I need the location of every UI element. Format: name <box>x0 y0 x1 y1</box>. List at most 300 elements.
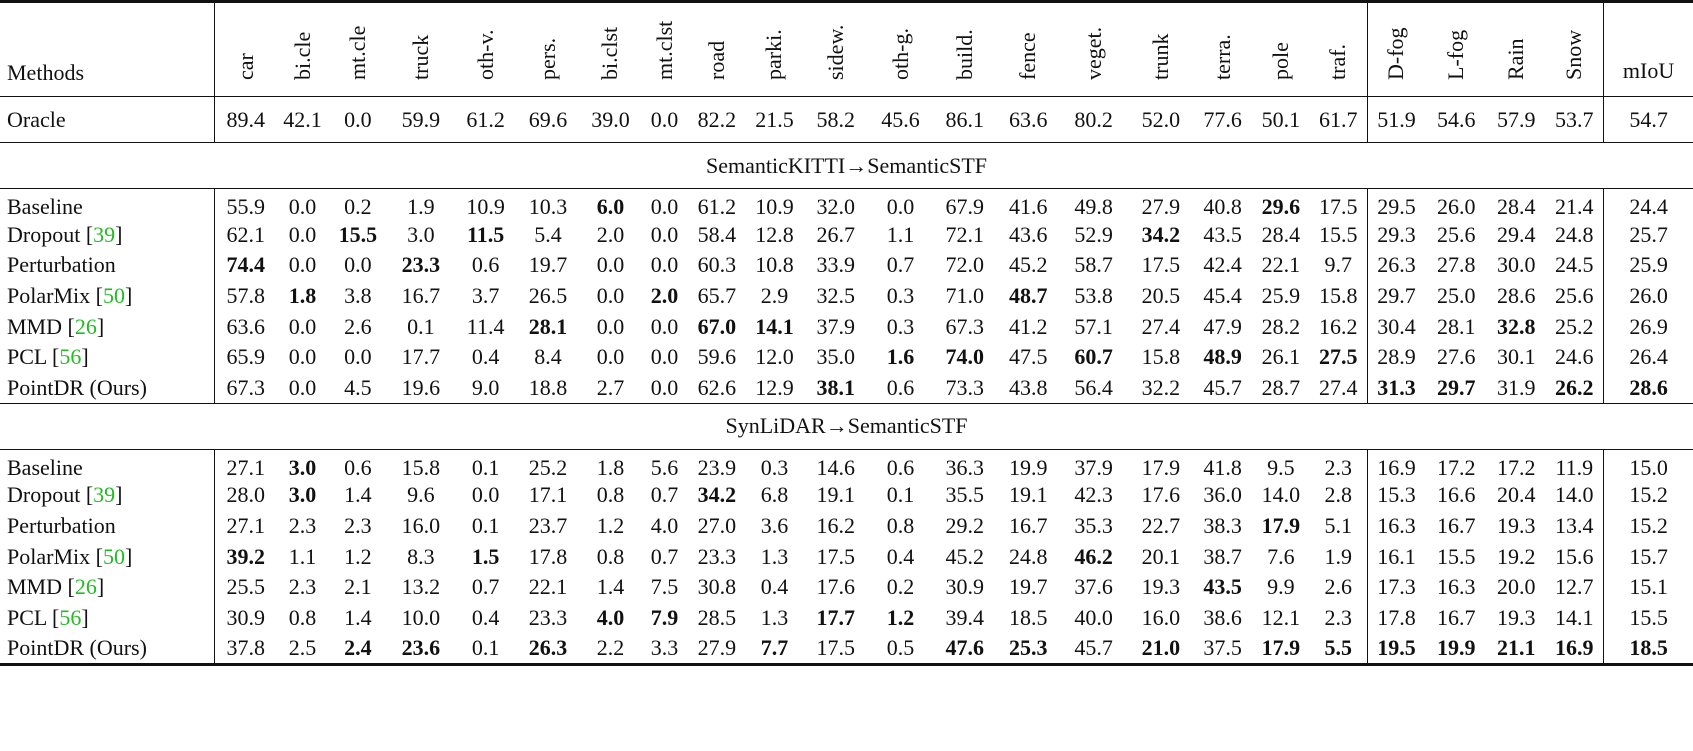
table-cell <box>1604 281 1693 312</box>
table-cell <box>1252 541 1310 572</box>
cell-value: 27.0 <box>697 513 737 539</box>
table-cell <box>388 603 455 634</box>
cell-value: 16.2 <box>816 513 855 539</box>
cell-value: 0.0 <box>288 194 317 220</box>
table-cell <box>277 281 328 312</box>
cell-value: 18.5 <box>1009 605 1048 631</box>
table-cell <box>1252 511 1310 542</box>
table-cell <box>328 311 387 342</box>
table-cell <box>802 281 869 312</box>
table-cell <box>1487 189 1545 220</box>
cell-value: 16.1 <box>1377 543 1416 569</box>
table-cell <box>388 189 455 220</box>
table-cell <box>328 572 387 603</box>
table-cell <box>277 449 328 480</box>
table-row <box>0 572 1693 603</box>
table-cell <box>1545 250 1603 281</box>
cell-value: 2.3 <box>1324 605 1353 631</box>
table-cell <box>1059 572 1128 603</box>
table-cell <box>932 250 997 281</box>
cell-value: 1.3 <box>760 605 789 631</box>
cell-value: 4.0 <box>650 513 679 539</box>
table-cell <box>997 633 1059 664</box>
cell-value: 2.5 <box>288 635 317 661</box>
table-cell <box>997 480 1059 511</box>
method-label: PolarMix <box>7 543 91 569</box>
table-cell <box>1367 541 1425 572</box>
table-cell <box>1545 373 1603 404</box>
table-cell <box>1252 342 1310 373</box>
cell-value: 28.6 <box>1497 282 1536 308</box>
table-cell <box>642 633 687 664</box>
cell-value: 45.7 <box>1074 635 1113 661</box>
column-header-road <box>687 2 746 97</box>
table-cell <box>1367 281 1425 312</box>
table-cell <box>1367 633 1425 664</box>
cell-value: 0.1 <box>471 513 500 539</box>
cell-value: 29.7 <box>1436 374 1476 400</box>
table-cell <box>214 281 277 312</box>
column-header-truck <box>388 2 455 97</box>
cell-value: 25.0 <box>1436 282 1476 308</box>
cell-value: 16.3 <box>1436 574 1476 600</box>
table-cell <box>747 572 803 603</box>
table-cell <box>517 189 579 220</box>
method-label: PolarMix <box>7 282 91 308</box>
cell-value: 43.6 <box>1009 221 1048 247</box>
table-cell <box>1487 572 1545 603</box>
column-header-bi-clst <box>579 2 642 97</box>
cell-value: 53.7 <box>1555 106 1594 132</box>
cell-value: 17.7 <box>816 605 855 631</box>
table-cell <box>869 511 932 542</box>
cell-value: 26.7 <box>816 221 855 247</box>
cell-value: 28.7 <box>1261 374 1301 400</box>
table-cell <box>328 511 387 542</box>
cell-value: 27.1 <box>226 513 265 539</box>
cell-value: 35.5 <box>945 482 984 508</box>
column-header-label: Rain <box>1503 38 1529 80</box>
cell-value: 17.1 <box>528 482 568 508</box>
cell-value: 15.5 <box>1629 605 1668 631</box>
cell-value: 0.0 <box>288 221 317 247</box>
table-cell <box>517 449 579 480</box>
cell-value: 71.0 <box>945 282 984 308</box>
cell-value: 1.5 <box>471 543 500 569</box>
column-header-pers <box>517 2 579 97</box>
cell-value: 29.5 <box>1377 194 1416 220</box>
table-cell <box>1128 281 1193 312</box>
cell-value: 39.0 <box>591 106 630 132</box>
cell-value: 3.8 <box>344 282 372 308</box>
cell-value: 27.4 <box>1319 374 1358 400</box>
table-cell <box>687 541 746 572</box>
cell-value: 1.1 <box>288 543 317 569</box>
table-cell <box>687 449 746 480</box>
table-cell <box>1545 541 1603 572</box>
cell-value: 19.9 <box>1436 635 1476 661</box>
table-cell <box>277 250 328 281</box>
table-cell <box>1487 219 1545 250</box>
cell-value: 31.9 <box>1497 374 1536 400</box>
table-cell <box>869 541 932 572</box>
table-cell <box>579 572 642 603</box>
table-cell <box>1128 311 1193 342</box>
table-cell <box>1194 541 1252 572</box>
table-cell <box>454 97 517 143</box>
cell-value: 74.0 <box>945 344 984 370</box>
cell-value: 16.0 <box>1141 605 1181 631</box>
table-cell <box>388 449 455 480</box>
table-cell <box>642 603 687 634</box>
table-cell <box>454 572 517 603</box>
cell-value: 24.5 <box>1555 252 1594 278</box>
citation-link[interactable]: 50 <box>102 543 125 569</box>
table-cell <box>1128 511 1193 542</box>
method-name: PCL [56] <box>0 603 214 634</box>
table-cell <box>277 311 328 342</box>
cell-value: 0.8 <box>596 482 625 508</box>
table-cell <box>997 342 1059 373</box>
table-cell <box>454 633 517 664</box>
column-header-label: L-fog <box>1443 29 1469 80</box>
cell-value: 2.3 <box>288 513 317 539</box>
cell-value: 32.2 <box>1141 374 1181 400</box>
table-cell <box>642 541 687 572</box>
method-label: MMD <box>7 574 63 600</box>
cell-value: 17.9 <box>1141 454 1181 480</box>
table-cell <box>579 97 642 143</box>
cell-value: 58.2 <box>816 106 855 132</box>
cell-value: 7.9 <box>650 605 679 631</box>
cell-value: 30.9 <box>945 574 984 600</box>
table-cell <box>1310 250 1367 281</box>
cell-value: 27.9 <box>697 635 737 661</box>
table-cell <box>277 603 328 634</box>
table-cell <box>802 633 869 664</box>
table-cell <box>454 342 517 373</box>
table-cell <box>932 189 997 220</box>
cell-value: 29.6 <box>1261 194 1301 220</box>
table-cell <box>1604 511 1693 542</box>
cell-value: 26.1 <box>1261 344 1301 370</box>
table-cell <box>214 449 277 480</box>
cell-value: 28.5 <box>697 605 737 631</box>
cell-value: 0.6 <box>886 374 915 400</box>
table-cell <box>214 541 277 572</box>
cell-value: 35.3 <box>1074 513 1113 539</box>
table-cell <box>454 189 517 220</box>
column-header-label: traf. <box>1325 43 1351 80</box>
cell-value: 24.8 <box>1555 221 1594 247</box>
table-cell <box>1310 373 1367 404</box>
table-cell <box>1310 311 1367 342</box>
table-cell <box>1604 250 1693 281</box>
cell-value: 19.3 <box>1141 574 1181 600</box>
cell-value: 2.6 <box>344 313 372 339</box>
cell-value: 17.8 <box>528 543 568 569</box>
table-cell <box>1252 480 1310 511</box>
cell-value: 58.7 <box>1074 252 1113 278</box>
cell-value: 15.5 <box>1319 221 1358 247</box>
cell-value: 89.4 <box>226 106 265 132</box>
table-cell <box>328 189 387 220</box>
cell-value: 2.9 <box>760 282 789 308</box>
cell-value: 30.8 <box>697 574 737 600</box>
table-cell <box>1310 281 1367 312</box>
cell-value: 0.3 <box>760 454 789 480</box>
cell-value: 19.1 <box>816 482 855 508</box>
cell-value: 6.8 <box>760 482 789 508</box>
cell-value: 25.2 <box>528 454 568 480</box>
column-header-miou: mIoU <box>1622 58 1675 83</box>
cell-value: 27.6 <box>1436 344 1476 370</box>
table-cell <box>997 281 1059 312</box>
cell-value: 25.6 <box>1555 282 1594 308</box>
table-cell <box>388 342 455 373</box>
citation-link[interactable]: 39 <box>93 482 116 508</box>
cell-value: 8.3 <box>407 543 435 569</box>
cell-value: 25.9 <box>1261 282 1301 308</box>
table-cell <box>1425 342 1487 373</box>
table-cell <box>1604 449 1693 480</box>
table-cell <box>802 511 869 542</box>
table-cell <box>997 603 1059 634</box>
column-header-label: mt.cle <box>344 25 370 80</box>
cell-value: 56.4 <box>1074 374 1113 400</box>
cell-value: 15.3 <box>1377 482 1416 508</box>
cell-value: 24.6 <box>1555 344 1594 370</box>
cell-value: 24.8 <box>1009 543 1048 569</box>
table-row <box>0 449 1693 480</box>
cell-value: 34.2 <box>1141 221 1181 247</box>
method-name <box>0 250 214 281</box>
cell-value: 23.7 <box>528 513 568 539</box>
table-cell <box>388 633 455 664</box>
cell-value: 26.3 <box>1377 252 1416 278</box>
cell-value: 17.9 <box>1261 513 1301 539</box>
cell-value: 69.6 <box>528 106 568 132</box>
column-header-label: mt.clst <box>651 20 677 80</box>
method-label: Perturbation <box>7 252 116 278</box>
method-label: Oracle <box>7 106 66 132</box>
table-cell <box>1425 281 1487 312</box>
table-cell <box>579 281 642 312</box>
cell-value: 36.3 <box>945 454 984 480</box>
table-cell <box>214 342 277 373</box>
citation-link[interactable]: 39 <box>93 221 116 247</box>
table-cell <box>1604 189 1693 220</box>
cell-value: 16.7 <box>1436 513 1476 539</box>
citation-link[interactable]: 26 <box>74 313 97 339</box>
table-cell <box>1128 572 1193 603</box>
cell-value: 32.8 <box>1497 313 1536 339</box>
table-cell <box>747 219 803 250</box>
cell-value: 35.0 <box>816 344 855 370</box>
table-cell <box>214 511 277 542</box>
cell-value: 24.4 <box>1629 194 1668 220</box>
table-cell <box>454 449 517 480</box>
table-cell <box>687 97 746 143</box>
cell-value: 0.0 <box>650 313 679 339</box>
method-name: Dropout [39] <box>0 480 214 511</box>
table-cell <box>388 572 455 603</box>
table-cell <box>214 572 277 603</box>
cell-value: 19.1 <box>1009 482 1048 508</box>
cell-value: 22.1 <box>528 574 568 600</box>
table-cell <box>932 480 997 511</box>
cell-value: 28.0 <box>226 482 265 508</box>
table-cell <box>277 97 328 143</box>
cell-value: 17.9 <box>1261 635 1301 661</box>
table-cell <box>388 250 455 281</box>
method-name <box>0 97 214 143</box>
cell-value: 25.2 <box>1555 313 1594 339</box>
table-cell <box>1128 342 1193 373</box>
table-cell <box>1194 97 1252 143</box>
cell-value: 26.4 <box>1629 344 1668 370</box>
cell-value: 62.6 <box>697 374 737 400</box>
table-cell <box>1425 480 1487 511</box>
cell-value: 20.4 <box>1497 482 1536 508</box>
cell-value: 17.5 <box>816 543 855 569</box>
cell-value: 17.7 <box>401 344 441 370</box>
table-cell <box>642 219 687 250</box>
citation-link[interactable]: 50 <box>102 282 125 308</box>
cell-value: 16.9 <box>1555 635 1594 661</box>
table-cell <box>1194 511 1252 542</box>
table-cell <box>388 311 455 342</box>
cell-value: 7.7 <box>760 635 789 661</box>
cell-value: 0.0 <box>596 344 625 370</box>
table-cell <box>802 342 869 373</box>
cell-value: 16.6 <box>1436 482 1476 508</box>
table-cell <box>687 480 746 511</box>
citation-link[interactable]: 56 <box>59 605 82 631</box>
cell-value: 0.0 <box>596 252 625 278</box>
table-cell <box>328 480 387 511</box>
cell-value: 1.4 <box>596 574 625 600</box>
method-name: Dropout [39] <box>0 219 214 250</box>
cell-value: 9.9 <box>1267 574 1295 600</box>
cell-value: 4.0 <box>596 605 625 631</box>
table-cell <box>1252 311 1310 342</box>
table-cell <box>1425 219 1487 250</box>
cell-value: 15.0 <box>1629 454 1668 480</box>
table-cell <box>1252 633 1310 664</box>
table-cell <box>1545 511 1603 542</box>
column-header-label: bi.cle <box>289 31 315 80</box>
table-cell <box>1194 449 1252 480</box>
citation-link[interactable]: 26 <box>74 574 97 600</box>
cell-value: 47.6 <box>945 635 984 661</box>
table-cell <box>454 250 517 281</box>
column-header-label: D-fog <box>1383 27 1409 80</box>
table-cell <box>579 511 642 542</box>
table-cell <box>747 633 803 664</box>
cell-value: 33.9 <box>816 252 855 278</box>
column-header-label: terra. <box>1209 34 1235 80</box>
table-cell <box>1425 250 1487 281</box>
cell-value: 26.9 <box>1629 313 1668 339</box>
table-cell <box>1367 189 1425 220</box>
cell-value: 72.0 <box>945 252 984 278</box>
table-cell <box>1059 541 1128 572</box>
cell-value: 54.6 <box>1436 106 1476 132</box>
table-cell <box>277 541 328 572</box>
column-header-label: build. <box>951 29 977 80</box>
cell-value: 1.2 <box>596 513 625 539</box>
cell-value: 0.1 <box>886 482 915 508</box>
table-cell <box>687 633 746 664</box>
table-cell <box>1059 97 1128 143</box>
cell-value: 14.0 <box>1555 482 1594 508</box>
cell-value: 26.0 <box>1436 194 1476 220</box>
table-cell <box>1194 480 1252 511</box>
table-cell <box>1487 281 1545 312</box>
cell-value: 67.3 <box>945 313 984 339</box>
method-label: MMD <box>7 313 63 339</box>
cell-value: 53.8 <box>1074 282 1113 308</box>
table-cell <box>642 250 687 281</box>
cell-value: 25.5 <box>226 574 265 600</box>
section-header-row <box>0 403 1693 449</box>
table-cell <box>579 480 642 511</box>
table-cell <box>1367 603 1425 634</box>
citation-link[interactable]: 56 <box>59 344 82 370</box>
cell-value: 1.4 <box>344 605 372 631</box>
cell-value: 20.1 <box>1141 543 1181 569</box>
cell-value: 23.3 <box>528 605 568 631</box>
cell-value: 15.2 <box>1629 482 1668 508</box>
method-name: MMD [26] <box>0 572 214 603</box>
cell-value: 25.3 <box>1009 635 1048 661</box>
method-label: Perturbation <box>7 513 116 539</box>
table-cell <box>1545 219 1603 250</box>
table-cell <box>802 480 869 511</box>
column-header-label: fence <box>1015 32 1041 80</box>
cell-value: 0.0 <box>650 344 679 370</box>
cell-value: 0.7 <box>886 252 915 278</box>
table-cell <box>454 219 517 250</box>
table-cell <box>214 250 277 281</box>
cell-value: 14.1 <box>755 313 794 339</box>
cell-value: 0.0 <box>650 194 679 220</box>
table-cell <box>1367 572 1425 603</box>
table-cell <box>869 480 932 511</box>
cell-value: 12.8 <box>755 221 794 247</box>
table-cell <box>328 449 387 480</box>
cell-value: 43.5 <box>1203 574 1242 600</box>
method-name: PolarMix [50] <box>0 281 214 312</box>
table-cell <box>517 250 579 281</box>
table-cell <box>687 572 746 603</box>
cell-value: 15.8 <box>401 454 441 480</box>
table-cell <box>642 572 687 603</box>
column-header-trunk <box>1128 2 1193 97</box>
table-cell <box>214 373 277 404</box>
cell-value: 86.1 <box>945 106 984 132</box>
cell-value: 0.6 <box>344 454 372 480</box>
cell-value: 16.3 <box>1377 513 1416 539</box>
column-header-label: pole <box>1267 42 1293 80</box>
table-cell <box>1128 633 1193 664</box>
table-cell <box>328 219 387 250</box>
cell-value: 0.2 <box>886 574 915 600</box>
table-cell <box>1425 189 1487 220</box>
cell-value: 47.5 <box>1009 344 1048 370</box>
cell-value: 42.4 <box>1203 252 1242 278</box>
